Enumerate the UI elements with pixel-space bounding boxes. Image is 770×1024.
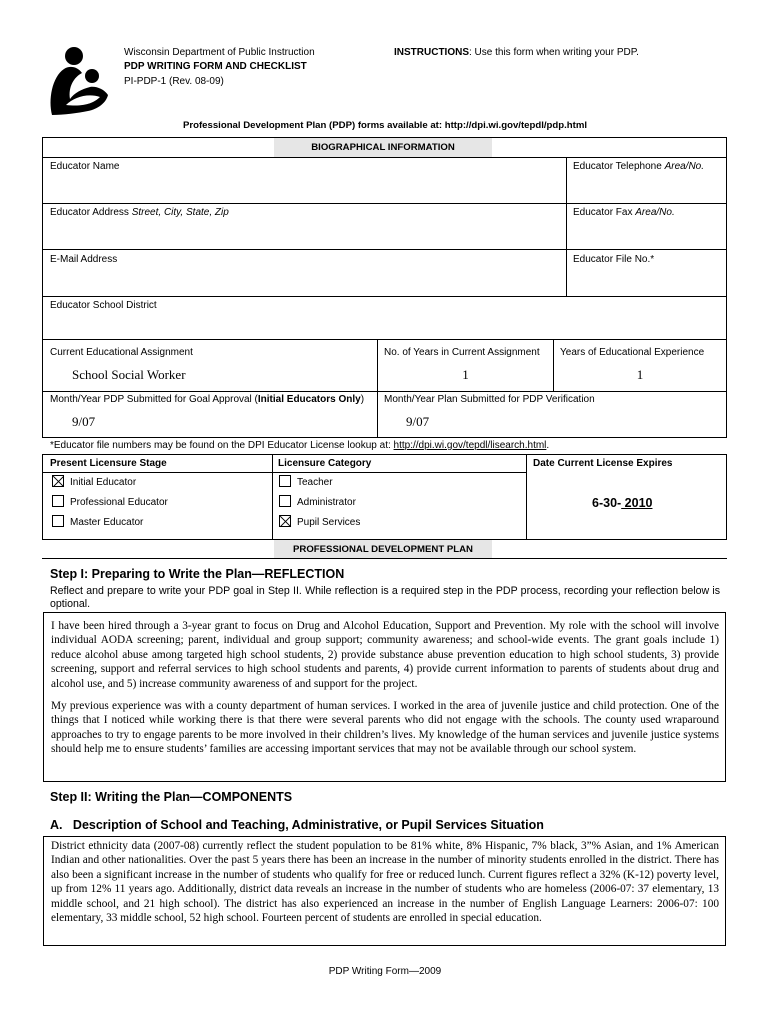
reflection-box[interactable] [43, 612, 726, 782]
initial-educator-checkbox[interactable] [52, 475, 64, 487]
goal-approval-label: Month/Year PDP Submitted for Goal Approval (Initial Educators Only) [50, 394, 365, 405]
license-expires-value: 6-30- 2010 [592, 496, 653, 510]
org-name: Wisconsin Department of Public Instruction [124, 47, 315, 58]
educator-name-label: Educator Name [50, 161, 120, 172]
step1-title: Step I: Preparing to Write the Plan—REFLECTION [50, 567, 345, 581]
licensure-category-header: Licensure Category [278, 458, 372, 469]
administrator-checkbox[interactable] [279, 495, 291, 507]
license-expires-header: Date Current License Expires [533, 458, 673, 469]
assignment-label: Current Educational Assignment [50, 347, 193, 358]
file-note: *Educator file numbers may be found on the DPI Educator License lookup at: http://dpi.wi.gov/tepdl/lisearch.html. [50, 440, 550, 451]
educator-fax-label: Educator Fax Area/No. [573, 207, 675, 218]
years-current-value: 1 [462, 367, 469, 382]
instructions: INSTRUCTIONS: Use this form when writing your PDP. [394, 47, 639, 58]
section-a-title: A. Description of School and Teaching, Administrative, or Pupil Services Situation [50, 818, 544, 832]
assignment-value: School Social Worker [72, 367, 186, 382]
administrator-label: Administrator [297, 497, 356, 508]
master-educator-checkbox[interactable] [52, 515, 64, 527]
pupil-services-checkbox[interactable] [279, 515, 291, 527]
reflection-paragraph-2: My previous experience was with a county department of human services. I worked in the area of juvenile justice and child protection. One of the things that I noticed while working there is that there were several parents who did not engage with the schools. The county used wraparound approaches to try to engage parents to be more involved in their children’s lives. My knowledge of the human services and juvenile justice systems should help me to ensure students’ families are accessing important services that may not be available through our school system. [51, 700, 719, 756]
section-a-box[interactable] [43, 836, 726, 946]
educator-address-label: Educator Address Street, City, State, Zip [50, 207, 229, 218]
years-exp-label: Years of Educational Experience [560, 347, 705, 358]
professional-educator-label: Professional Educator [70, 497, 168, 508]
years-current-label: No. of Years in Current Assignment [384, 347, 540, 358]
reflection-paragraph-1: I have been hired through a 3-year grant to focus on Drug and Alcohol Education, Support and Prevention. My role with the school will involve individual AODA screening; parent, individual and group support; community awareness; and school-wide events. The grant goals include 1) reduce alcohol abuse among targeted high school students, 2) provide substance abuse prevention education to high school students, 3) provide screening, support and referral services to high school students and parents, 4) provide current information to parents of students about drug and alcohol use, and 5) increase community awareness of and support for the project. [51, 620, 719, 690]
forms-url-line: Professional Development Plan (PDP) forms available at: http://dpi.wi.gov/tepdl/pdp.html [182, 120, 588, 131]
verification-value: 9/07 [406, 414, 430, 429]
page-footer: PDP Writing Form—2009 [328, 966, 442, 977]
form-title: PDP WRITING FORM AND CHECKLIST [124, 61, 307, 72]
bio-section-title: BIOGRAPHICAL INFORMATION [311, 142, 455, 153]
district-label: Educator School District [50, 300, 157, 311]
form-id: PI-PDP-1 (Rev. 08-09) [124, 76, 224, 87]
verification-label: Month/Year Plan Submitted for PDP Verification [384, 394, 595, 405]
teacher-checkbox[interactable] [279, 475, 291, 487]
dpi-logo-icon [44, 45, 116, 117]
step1-intro: Reflect and prepare to write your PDP goal in Step II. While reflection is a required step in the PDP process, recording your reflection below is optional. [50, 585, 720, 610]
licensure-stage-header: Present Licensure Stage [50, 458, 167, 469]
goal-approval-value: 9/07 [72, 414, 96, 429]
step2-title: Step II: Writing the Plan—COMPONENTS [50, 790, 293, 804]
file-no-label: Educator File No.* [573, 254, 655, 265]
pdp-section-title: PROFESSIONAL DEVELOPMENT PLAN [293, 544, 473, 555]
license-lookup-link[interactable]: http://dpi.wi.gov/tepdl/lisearch.html [393, 440, 547, 451]
educator-phone-label: Educator Telephone Area/No. [573, 161, 705, 172]
email-label: E-Mail Address [50, 254, 118, 265]
professional-educator-checkbox[interactable] [52, 495, 64, 507]
teacher-label: Teacher [297, 477, 333, 488]
master-educator-label: Master Educator [70, 517, 144, 528]
pupil-services-label: Pupil Services [297, 517, 361, 528]
initial-educator-label: Initial Educator [70, 477, 137, 488]
years-exp-value: 1 [636, 367, 644, 382]
section-a-text: District ethnicity data (2007-08) currently reflect the student population to be 81% white, 8% Hispanic, 7% black, 3”% Asian, and 1% American Indian and other nationalities. Over the past 5 years there has been an increase in the number of minority students enrolled in the district. There has also been a significant increase in the number of students who qualify for free or reduced lunch. Current figures reflect a 32% (K-12) poverty level, up from 12% 11 years ago. Additionally, district data reveals an increase in the number of students who are homeless (2006-07: 37 elementary, 13 middle school, and 21 high school). The district has also experienced an increase in the number of English Language Learners: 2006-07: 100 elementary, 33 middle school, 52 high school. Fourteen percent of students are enrolled in special education. [51, 840, 719, 925]
